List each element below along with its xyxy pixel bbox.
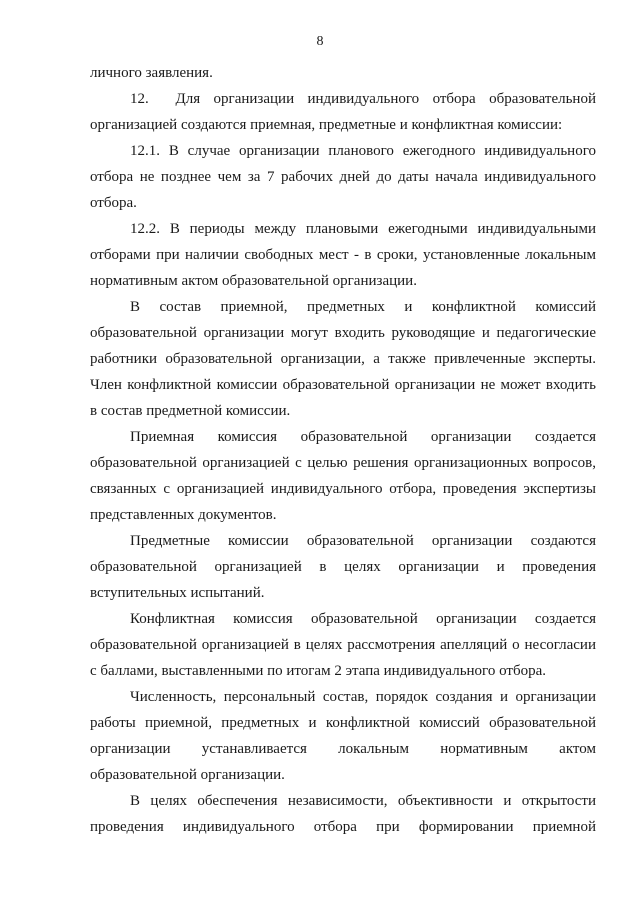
text-line: в состав предметной комиссии. (90, 403, 291, 419)
text-line: Член конфликтной комиссии образовательной организации не может входить (90, 377, 596, 393)
text-line: 12.2. В периоды между плановыми ежегодными индивидуальными (130, 221, 596, 237)
text-line: отбора не позднее чем за 7 рабочих дней до даты начала индивидуального (90, 169, 596, 185)
text-line: В состав приемной, предметных и конфликтной комиссий (130, 299, 596, 315)
text-line: проведения индивидуального отбора при формировании приемной (90, 819, 596, 835)
text-line: образовательной организацией в целях рассмотрения апелляций о несогласии (90, 637, 596, 653)
text-line: вступительных испытаний. (90, 585, 265, 601)
text-line: личного заявления. (90, 65, 213, 81)
text-line: Конфликтная комиссия образовательной организации создается (130, 611, 596, 627)
text-line: образовательной организацией с целью решения организационных вопросов, (90, 455, 596, 471)
text-line: нормативным актом образовательной организации. (90, 273, 417, 289)
text-line: 12.1. В случае организации планового ежегодного индивидуального (130, 143, 596, 159)
paragraph-independence (90, 788, 596, 840)
paragraph-admission-commission (90, 424, 596, 528)
paragraph-staff-size (90, 684, 596, 788)
page-number: 8 (316, 34, 324, 49)
text-line: с баллами, выставленными по итогам 2 этапа индивидуального отбора. (90, 663, 546, 679)
text-line: В целях обеспечения независимости, объективности и открытости (130, 793, 596, 809)
text-line: образовательной организацией в целях организации и проведения (90, 559, 596, 575)
paragraph-12-1 (90, 138, 596, 216)
paragraph-subject-commissions (90, 528, 596, 606)
paragraph-continuation (90, 60, 596, 86)
text-line: образовательной организации. (90, 767, 285, 783)
text-line: отборами при наличии свободных мест - в сроки, установленные локальным (90, 247, 596, 263)
text-line: связанных с организацией индивидуального отбора, проведения экспертизы (90, 481, 596, 497)
text-line: работники образовательной организации, а также привлеченные эксперты. (90, 351, 596, 367)
text-line: Численность, персональный состав, порядок создания и организации (130, 689, 596, 705)
text-line: отбора. (90, 195, 137, 211)
text-line: 12. Для организации индивидуального отбора образовательной (130, 91, 596, 107)
text-line: организации устанавливается локальным нормативным актом (90, 741, 596, 757)
paragraph-12 (90, 86, 596, 138)
text-line: представленных документов. (90, 507, 277, 523)
paragraph-conflict-commission (90, 606, 596, 684)
paragraph-12-2 (90, 216, 596, 294)
document-body (90, 60, 596, 840)
text-line: организацией создаются приемная, предметные и конфликтная комиссии: (90, 117, 563, 133)
text-line: Приемная комиссия образовательной организации создается (130, 429, 596, 445)
text-line: Предметные комиссии образовательной организации создаются (130, 533, 596, 549)
paragraph-commission-composition (90, 294, 596, 424)
text-line: работы приемной, предметных и конфликтной комиссий образовательной (90, 715, 596, 731)
text-line: образовательной организации могут входить руководящие и педагогические (90, 325, 596, 341)
